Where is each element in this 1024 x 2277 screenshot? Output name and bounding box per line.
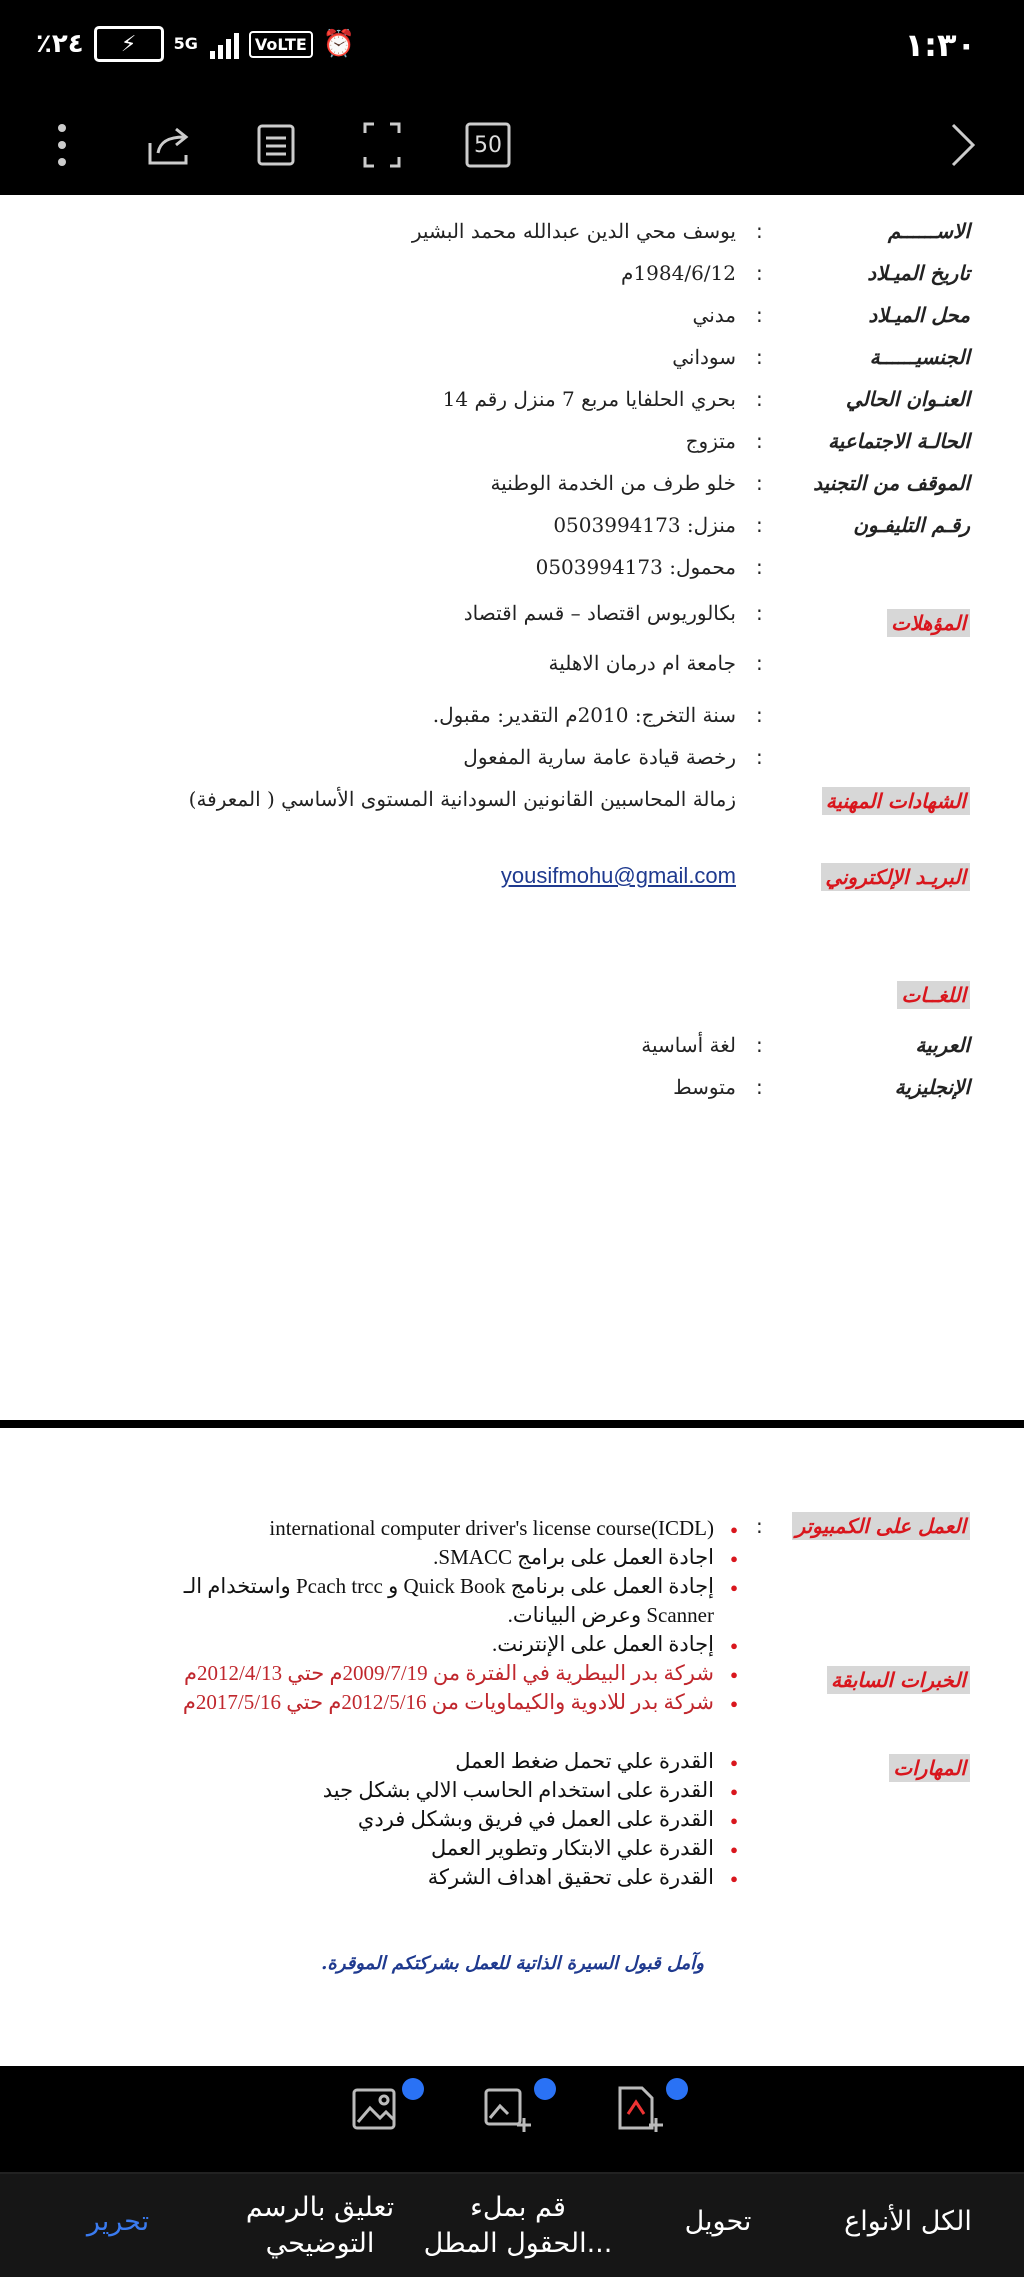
list-item: ● شركة بدر للادوية والكيماويات من 2012/5/16م حتي 2017/5/16م [183,1690,714,1715]
system-icons [36,26,355,62]
document-page-2: العمل على الكمبيوتر : ● international computer driver's license course(ICDL) ● اجادة العمل على برامج SMACC. ● إجادة العمل على برنامج Quick Book و Pcach trcc واستخدام الـ Scanner وعرض البيانات. ● إجادة العمل على الإنترنت. الخبرات السابقة ● شركة بدر البيطرية في الفترة من 2009/7/19م حتي 2012/4/13م ● شركة بدر للادوية والكيماويات من 2012/5/16م حتي 2017/5/16م المهارات ● القدرة علي تحمل ضغط العمل ● القدرة على استخدام الحاسب الالي بشكل جيد ● القدرة على العمل في فريق وبشكل فردي ● القدرة علي الابتكار وتطوير العمل ● القدرة على تحقيق اهداف الشركة وآمل قبول السيرة الذاتية للعمل بشركتكم الموقرة. [0,1428,1024,2066]
list-item: ● إجادة العمل على الإنترنت. [492,1632,714,1657]
info-row: الاســــــم : يوسف محي الدين عبدالله محمد البشير [411,219,970,243]
fullscreen-icon[interactable] [350,113,414,177]
nav-edit[interactable]: تحرير [86,2206,150,2237]
language-row: العربية : لغة أساسية [641,1033,970,1057]
experience-label: الخبرات السابقة [827,1666,970,1694]
more-vert-icon[interactable] [30,113,94,177]
list-item: ● اجادة العمل على برامج SMACC. [433,1545,714,1570]
share-icon[interactable] [138,113,202,177]
alarm-icon: ⏰ [322,29,356,59]
chevron-right-icon[interactable] [930,113,994,177]
ai-badge-icon [534,2078,556,2100]
document-page-1 [0,195,1024,1420]
nav-all-types[interactable]: الكل الأنواع [844,2206,972,2237]
battery-charging-icon: ⚡ [94,26,164,62]
bottom-panel [0,2066,1024,2275]
page-number: 50 [474,132,502,158]
page-number-icon[interactable] [456,113,520,177]
nav-annotate[interactable]: تعليق بالرسم التوضيحي [245,2192,395,2259]
volte-badge: VoLTE [249,31,313,58]
battery-percent: ٪٢٤ [36,29,84,59]
list-item: ● international computer driver's license course(ICDL) [269,1516,714,1541]
list-item: ● شركة بدر البيطرية في الفترة من 2009/7/19م حتي 2012/4/13م [184,1661,714,1686]
list-item: ● إجادة العمل على برنامج Quick Book و Pcach trcc واستخدام الـ [184,1574,714,1599]
info-row: رقـم التليفـون : منزل: 0503994173 [553,513,970,537]
image-add-icon[interactable] [482,2084,542,2144]
list-item: ● القدرة علي تحمل ضغط العمل [455,1749,714,1774]
reader-mode-icon[interactable] [244,113,308,177]
ai-badge-icon [402,2078,424,2100]
certificates-row: الشهادات المهنية زمالة المحاسبين القانونين السودانية المستوى الأساسي ( المعرفة) [0,781,1024,821]
email-link[interactable]: yousifmohu@gmail.com [500,863,736,888]
clock: ١:٣٠ [904,26,976,64]
list-item: ● القدرة على استخدام الحاسب الالي بشكل جيد [323,1778,714,1803]
email-row [0,857,1024,897]
info-row: العنـوان الحالي : بحري الحلفايا مربع 7 منزل رقم 14 [442,387,970,411]
viewer-toolbar [0,95,1024,195]
certificates-label: الشهادات المهنية [822,787,970,815]
skills-label: المهارات [889,1754,970,1782]
languages-label: اللغــات [897,981,970,1009]
email-label: البريـد الإلكتروني [821,863,970,891]
info-row: الجنسيــــــة : سوداني [672,345,970,369]
computer-label: العمل على الكمبيوتر [792,1512,970,1540]
list-item: ● القدرة على تحقيق اهداف الشركة [428,1865,714,1890]
closing-note: وآمل قبول السيرة الذاتية للعمل بشركتكم الموقرة. [321,1953,704,1974]
info-row: الحالـة الاجتماعية : متزوج [685,429,970,453]
qualification-row: المؤهلات : بكالوريوس اقتصاد – قسم اقتصاد [0,595,1024,635]
qualifications-label: المؤهلات [887,609,970,637]
list-item: ● القدرة علي الابتكار وتطوير العمل [431,1836,714,1861]
status-bar [0,0,1024,95]
image-edit-icon[interactable] [350,2084,410,2144]
ai-badge-icon [666,2078,688,2100]
bottom-nav [0,2172,1024,2277]
signal-icon [210,29,239,59]
list-item: Scanner وعرض البيانات. [507,1603,714,1627]
languages-heading-row [0,975,1024,1015]
network-type: 5G [173,34,198,53]
info-row: : محمول: 0503994173 [535,555,763,579]
info-row: تاريخ الميـلاد : 1984/6/12م [621,261,970,285]
language-row: الإنجليزية : متوسط [673,1075,970,1099]
list-item: ● القدرة على العمل في فريق وبشكل فردي [358,1807,714,1832]
info-row: الموقف من التجنيد : خلو طرف من الخدمة الوطنية [490,471,970,495]
pdf-add-icon[interactable] [614,2084,674,2144]
info-row: محل الميـلاد : مدني [692,303,970,327]
nav-convert[interactable]: تحويل [684,2206,752,2237]
nav-fill-forms[interactable]: قم بملء الحقول المطل... [423,2192,613,2259]
qualification-row: : جامعة ام درمان الاهلية [548,651,763,675]
qualification-row: : رخصة قيادة عامة سارية المفعول [463,745,763,769]
qualification-row: : سنة التخرج: 2010م التقدير: مقبول. [432,703,763,727]
